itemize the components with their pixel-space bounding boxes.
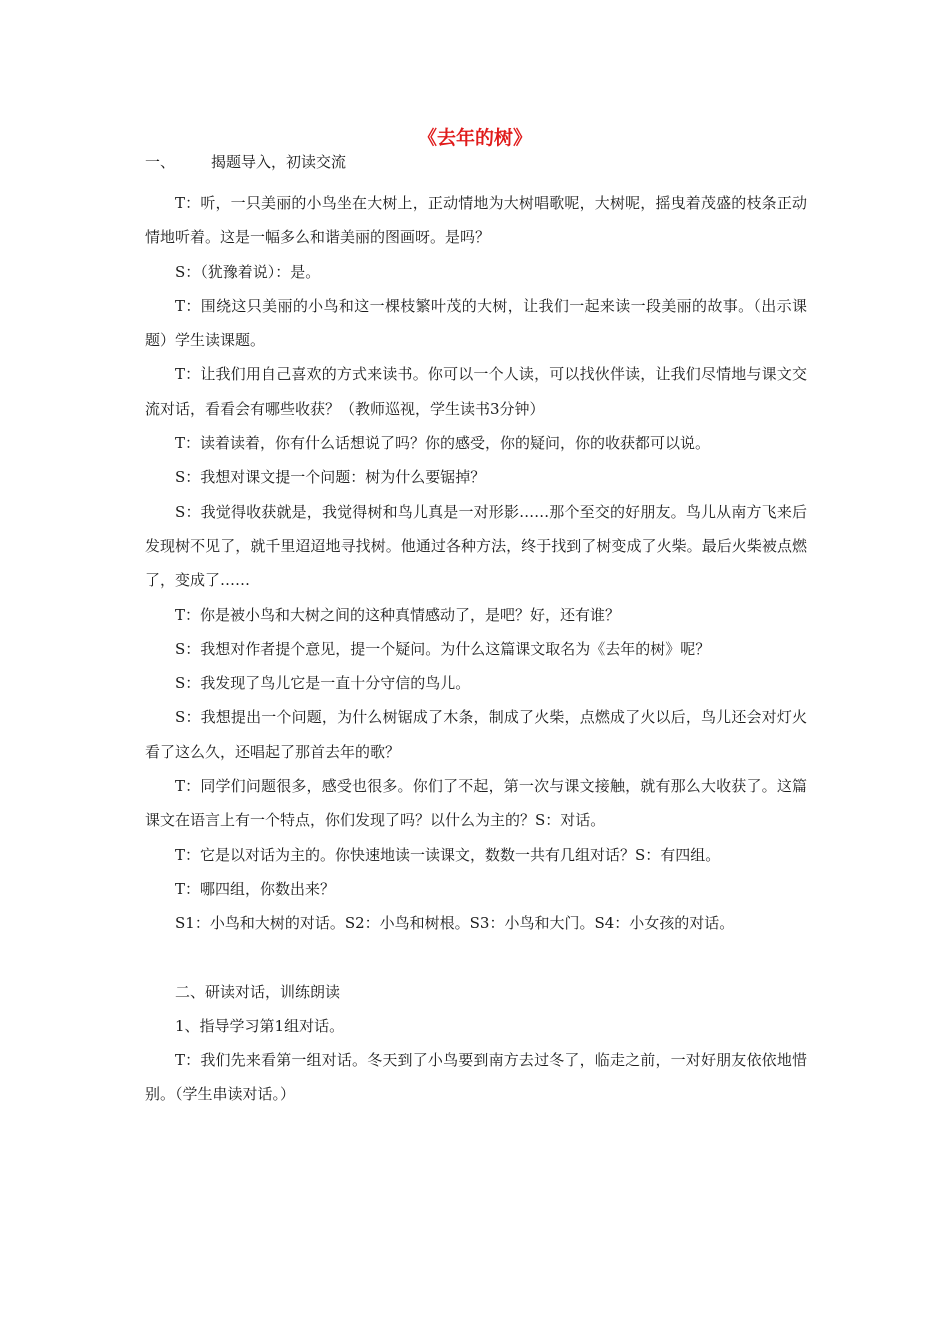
paragraph: T：读着读着，你有什么话想说了吗？你的感受，你的疑问，你的收获都可以说。 [175,434,711,453]
paragraph: T：我们先来看第一组对话。冬天到了小鸟要到南方去过冬了，临走之前，一对好朋友依依地惜别。（学生串读对话。） [145,1051,807,1104]
paragraph: T：围绕这只美丽的小鸟和这一棵枝繁叶茂的大树，让我们一起来读一段美丽的故事。（出示课题）学生读课题。 [145,296,807,350]
paragraph: T：让我们用自己喜欢的方式来读书。你可以一个人读，可以找伙伴读，让我们尽情地与课文交流对话，看看会有哪些收获？（教师巡视，学生读书3分钟） [145,365,807,418]
paragraph: S：我想提出一个问题，为什么树锯成了木条，制成了火柴，点燃成了火以后，鸟儿还会对灯火看了这么久，还唱起了那首去年的歌？ [145,708,807,761]
paragraph: S：（犹豫着说）：是。 [175,262,321,281]
paragraph: T：它是以对话为主的。你快速地读一读课文，数数一共有几组对话？S：有四组。 [175,845,721,864]
paragraph: T：听，一只美丽的小鸟坐在大树上，正动情地为大树唱歌呢，大树呢，摇曳着茂盛的枝条正动情地听着。这是一幅多么和谐美丽的图画呀。是吗？ [145,194,807,247]
paragraph: S：我想对作者提个意见，提一个疑问。为什么这篇课文取名为《去年的树》呢？ [175,639,711,658]
paragraph: T：哪四组，你数出来？ [175,879,336,898]
section-gap [145,941,807,975]
paragraph: 1、指导学习第1组对话。 [175,1016,345,1035]
document-body [145,186,807,1112]
paragraph: S：我觉得收获就是，我觉得树和鸟儿真是一对形影……那个至交的好朋友。鸟儿从南方飞来后发现树不见了，就千里迢迢地寻找树。他通过各种方法，终于找到了树变成了火柴。最后火柴被点燃了，变成了…… [145,502,807,590]
section-1-title: 揭题导入，初读交流 [211,153,347,171]
section-1-heading [145,150,346,174]
document-title: 《去年的树》 [417,127,532,149]
paragraph: S1：小鸟和大树的对话。S2：小鸟和树根。S3：小鸟和大门。S4：小女孩的对话。 [175,914,735,933]
paragraph: S：我发现了鸟儿它是一直十分守信的鸟儿。 [175,674,471,693]
paragraph: T：同学们问题很多，感受也很多。你们了不起，第一次与课文接触，就有那么大收获了。这篇课文在语言上有一个特点，你们发现了吗？以什么为主的？S：对话。 [145,777,807,830]
section-1-number: 一、 [145,153,176,171]
section-2-heading: 二、研读对话，训练朗读 [175,982,341,1001]
paragraph: T：你是被小鸟和大树之间的这种真情感动了，是吧？好，还有谁？ [175,605,621,624]
paragraph: S：我想对课文提一个问题：树为什么要锯掉？ [175,468,486,487]
